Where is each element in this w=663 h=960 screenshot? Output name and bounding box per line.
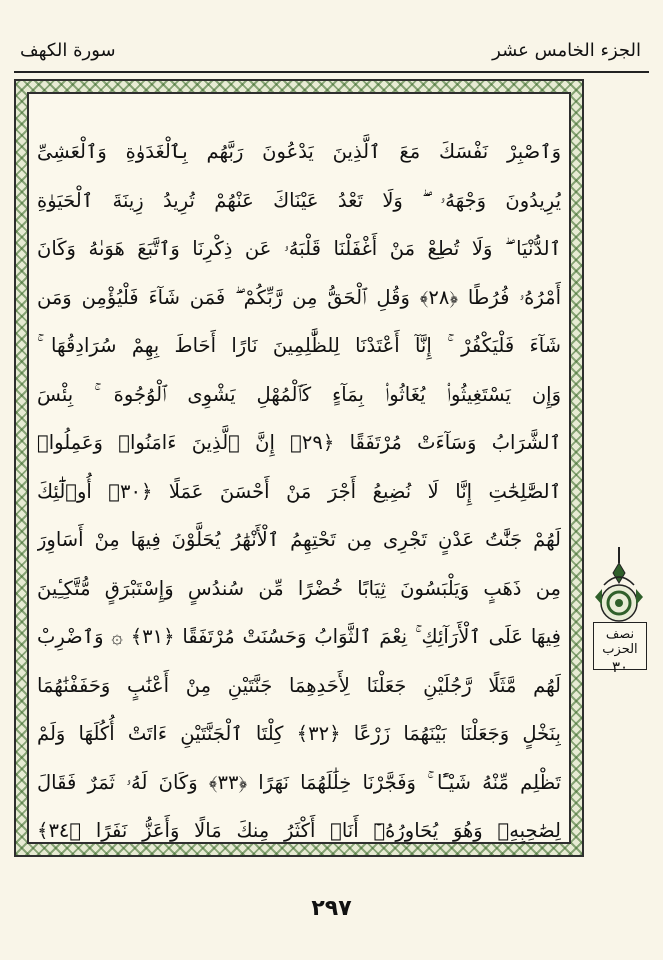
- verse-line: بِنَخْلٍ وَجَعَلْنَا بَيْنَهُمَا زَرْعًا ﴿٣٢﴾ كِلْتَا ٱلْجَنَّتَيْنِ ءَاتَتْ أُكُلَهَا وَلَمْ: [37, 722, 561, 745]
- verse-line: ٱلدُّنْيَا ۖ وَلَا تُطِعْ مَنْ أَغْفَلْنَا قَلْبَهُۥ عَن ذِكْرِنَا وَٱتَّبَعَ هَوَىٰهُ وَكَانَ: [37, 237, 561, 260]
- page-number: ٢٩٧: [311, 896, 352, 921]
- verse-line: ٱلصَّٰلِحَٰتِ إِنَّا لَا نُضِيعُ أَجْرَ مَنْ أَحْسَنَ عَمَلًا ﴿٣٠﴾ أُو۟لَٰٓئِكَ: [37, 479, 561, 503]
- verse-line: وَإِن يَسْتَغِيثُوا۟ يُغَاثُوا۟ بِمَآءٍ كَٱلْمُهْلِ يَشْوِى ٱلْوُجُوهَ ۚ بِئْسَ: [37, 382, 561, 406]
- verse-lines: [37, 128, 561, 856]
- verse-line: لِصَٰحِبِهِۦ وَهُوَ يُحَاوِرُهُۥٓ أَنَا۠ أَكْثَرُ مِنكَ مَالًا وَأَعَزُّ نَفَرًا ﴿٣٤﴾: [37, 819, 561, 842]
- ornamental-frame: [14, 79, 584, 857]
- verse-line: ٱلشَّرَابُ وَسَآءَتْ مُرْتَفَقًا ﴿٢٩﴾ إِنَّ ٱلَّذِينَ ءَامَنُوا۟ وَعَمِلُوا۟: [37, 431, 561, 454]
- juz-label: الجزء الخامس عشر: [492, 40, 641, 61]
- verse-line: لَهُمْ جَنَّٰتُ عَدْنٍ تَجْرِى مِن تَحْتِهِمُ ٱلْأَنْهَٰرُ يُحَلَّوْنَ فِيهَا مِنْ أَسَاوِرَ: [37, 528, 561, 551]
- hizb-ornament-icon: [590, 545, 652, 625]
- surah-name: سورة الكهف: [20, 40, 116, 61]
- verse-line: أَمْرُهُۥ فُرُطًا ﴿٢٨﴾ وَقُلِ ٱلْحَقُّ مِن رَّبِّكُمْ ۖ فَمَن شَآءَ فَلْيُؤْمِن وَمَن: [37, 285, 561, 309]
- page-header: [0, 38, 663, 78]
- verse-line: شَآءَ فَلْيَكْفُرْ ۚ إِنَّآ أَعْتَدْنَا لِلظَّٰلِمِينَ نَارًا أَحَاطَ بِهِمْ سُرَادِقُهَا ۚ: [37, 334, 561, 357]
- verse-line: مِن ذَهَبٍ وَيَلْبَسُونَ ثِيَابًا خُضْرًا مِّن سُندُسٍ وَإِسْتَبْرَقٍ مُّتَّكِـِٔينَ: [37, 576, 561, 600]
- verse-line: فِيهَا عَلَى ٱلْأَرَآئِكِ ۚ نِعْمَ ٱلثَّوَابُ وَحَسُنَتْ مُرْتَفَقًا ﴿٣١﴾ ۞ وَٱضْرِبْ: [37, 625, 561, 648]
- header-divider: [14, 71, 649, 73]
- hizb-label-box: [593, 622, 647, 676]
- hizb-label: نصف الحزب: [602, 627, 638, 657]
- hizb-number: ٣٠: [611, 658, 629, 676]
- verse-line: تَظْلِم مِّنْهُ شَيْـًٔا ۚ وَفَجَّرْنَا خِلَٰلَهُمَا نَهَرًا ﴿٣٣﴾ وَكَانَ لَهُۥ ثَمَرٌ فَقَالَ: [37, 770, 561, 794]
- verse-line: لَهُم مَّثَلًا رَّجُلَيْنِ جَعَلْنَا لِأَحَدِهِمَا جَنَّتَيْنِ مِنْ أَعْنَٰبٍ وَحَفَفْنَٰهُمَا: [37, 673, 561, 697]
- text-panel: [27, 92, 571, 844]
- verse-line: وَٱصْبِرْ نَفْسَكَ مَعَ ٱلَّذِينَ يَدْعُونَ رَبَّهُم بِٱلْغَدَوٰةِ وَٱلْعَشِىِّ: [37, 140, 561, 163]
- verse-line: يُرِيدُونَ وَجْهَهُۥ ۖ وَلَا تَعْدُ عَيْنَاكَ عَنْهُمْ تُرِيدُ زِينَةَ ٱلْحَيَوٰةِ: [37, 188, 561, 212]
